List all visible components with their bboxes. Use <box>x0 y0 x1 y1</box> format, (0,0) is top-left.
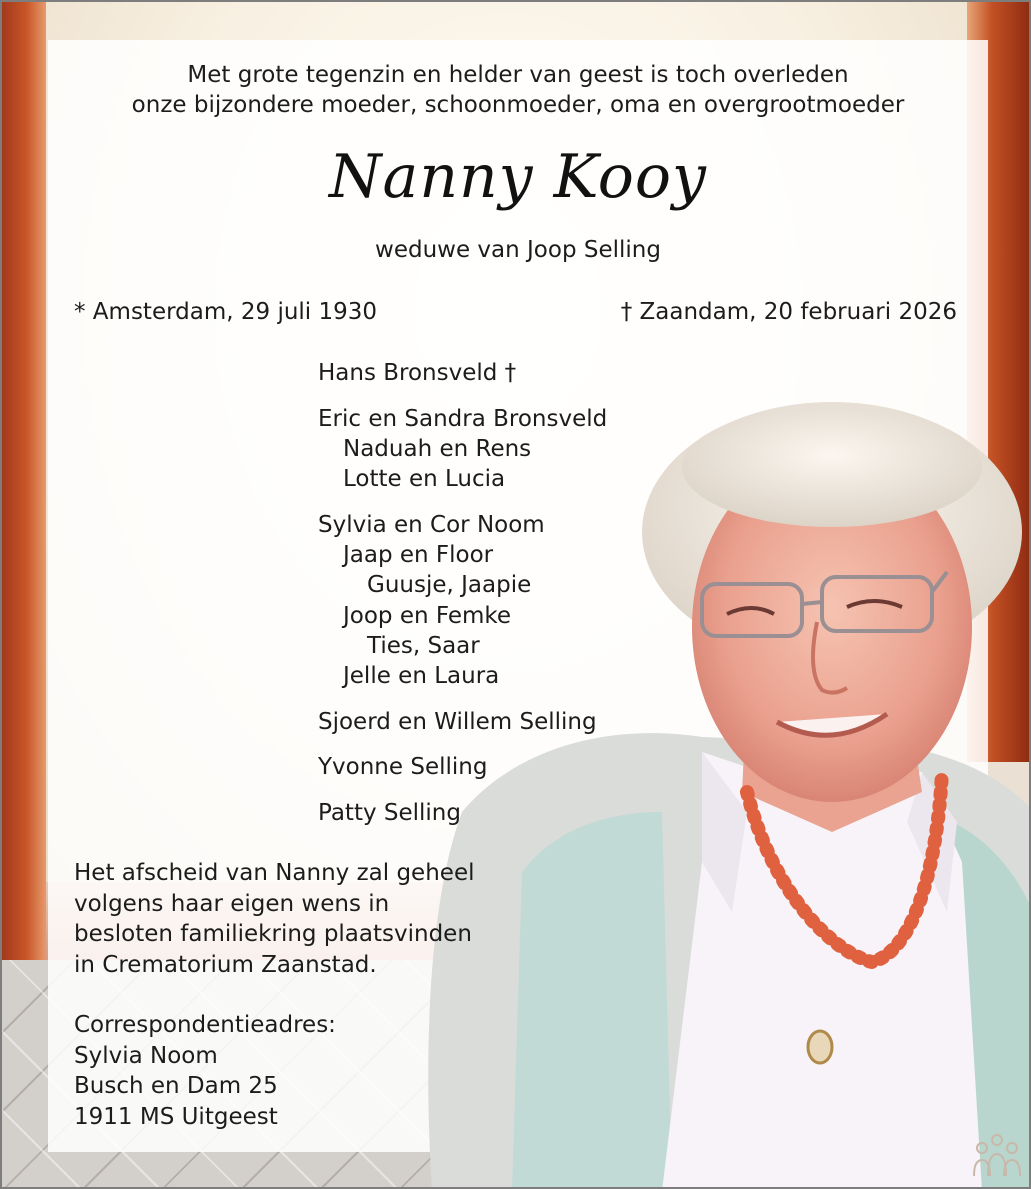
background-curtain-left <box>2 2 46 962</box>
farewell-text <box>74 858 474 980</box>
family-member: Sylvia en Cor Noom <box>318 512 545 538</box>
address-name: Sylvia Noom <box>74 1042 218 1069</box>
address-city: 1911 MS Uitgeest <box>74 1103 278 1130</box>
intro-line-1: Met grote tegenzin en helder van geest is toch overleden <box>187 62 849 88</box>
family-member: Jaap en Floor <box>343 542 494 568</box>
intro-text <box>48 60 988 120</box>
farewell-line: besloten familiekring plaatsvinden <box>74 921 472 947</box>
family-member: Eric en Sandra Bronsveld <box>318 406 608 432</box>
address-heading: Correspondentieadres: <box>74 1012 336 1038</box>
farewell-line: volgens haar eigen wens in <box>74 890 390 917</box>
family-member: Sjoerd en Willem Selling <box>318 709 597 735</box>
family-member: Hans Bronsveld † <box>318 360 517 386</box>
farewell-line: in Crematorium Zaanstad. <box>74 951 377 978</box>
death-info: † Zaandam, 20 februari 2026 <box>620 299 957 325</box>
family-group-icon <box>970 1132 1024 1178</box>
widow-of: weduwe van Joop Selling <box>375 237 661 263</box>
family-member: Patty Selling <box>318 800 461 826</box>
deceased-name: Nanny Kooy <box>329 142 707 212</box>
family-member: Joop en Femke <box>343 603 512 629</box>
family-member: Jelle en Laura <box>343 663 500 689</box>
family-member: Lotte en Lucia <box>343 466 506 492</box>
correspondence-address <box>74 1010 336 1132</box>
family-member: Naduah en Rens <box>343 436 532 462</box>
family-member: Yvonne Selling <box>318 754 488 780</box>
farewell-line: Het afscheid van Nanny zal geheel <box>74 860 475 886</box>
family-member: Ties, Saar <box>367 633 480 659</box>
family-member: Guusje, Jaapie <box>367 572 532 598</box>
intro-line-2: onze bijzondere moeder, schoonmoeder, oma en overgrootmoeder <box>131 92 905 118</box>
address-street: Busch en Dam 25 <box>74 1073 278 1099</box>
birth-info: * Amsterdam, 29 juli 1930 <box>74 299 378 325</box>
